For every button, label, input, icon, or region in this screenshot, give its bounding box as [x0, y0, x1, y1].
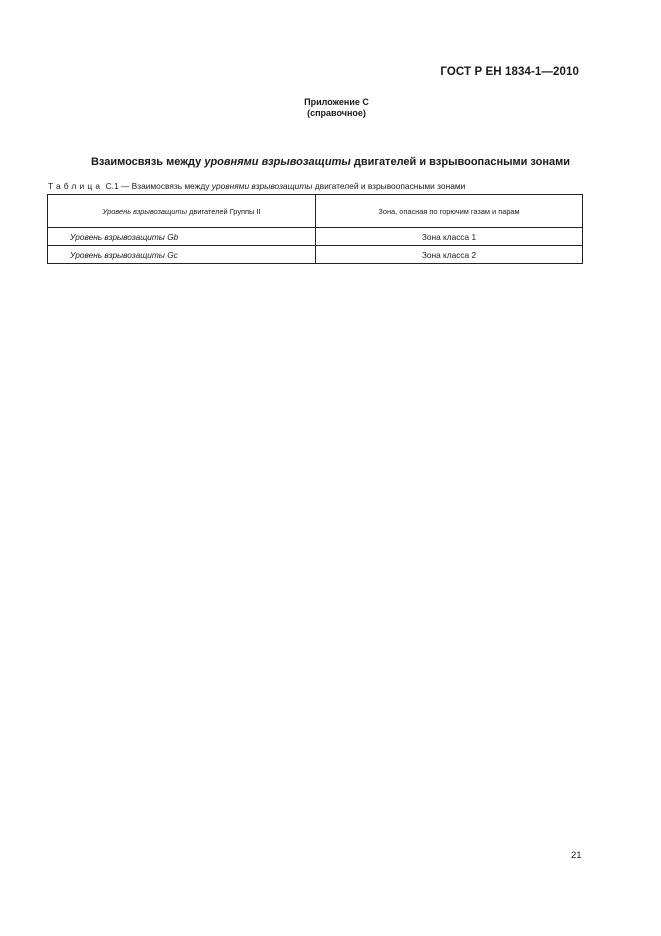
section-title-italic: уровнями взрывозащиты	[204, 156, 351, 168]
table-caption-number: С.1 — Взаимосвязь между	[105, 181, 212, 191]
zone-cell: Зона класса 1	[316, 228, 583, 246]
header-protection-level	[48, 195, 316, 228]
section-title-part3: двигателей и взрывоопасными зонами	[350, 156, 571, 168]
table-caption-label: Таблица	[48, 181, 104, 191]
appendix-title: Приложение С	[304, 97, 369, 107]
table-row	[48, 228, 583, 246]
table-row	[48, 246, 583, 264]
table-header-row	[48, 195, 583, 228]
header-col1-italic: Уровень взрывозащиты	[102, 206, 188, 216]
appendix-subtitle: (справочное)	[307, 108, 366, 118]
header-col1-rest: двигателей Группы II	[187, 206, 261, 216]
explosion-protection-table	[47, 194, 583, 264]
page-number: 21	[571, 850, 582, 861]
appendix-heading	[0, 97, 661, 119]
header-hazard-zone: Зона, опасная по горючим газам и парам	[316, 195, 583, 228]
table-caption	[48, 181, 465, 191]
standard-number: ГОСТ Р ЕН 1834-1—2010	[440, 66, 579, 78]
table-caption-rest: двигателей и взрывоопасными зонами	[312, 181, 466, 191]
zone-cell: Зона класса 2	[316, 246, 583, 264]
section-title-part1: Взаимосвязь между	[90, 156, 205, 168]
protection-level-cell: Уровень взрывозащиты Gc	[48, 246, 316, 264]
protection-level-cell: Уровень взрывозащиты Gb	[48, 228, 316, 246]
table-caption-italic: уровнями взрывозащиты	[211, 181, 313, 191]
section-title	[0, 156, 661, 168]
